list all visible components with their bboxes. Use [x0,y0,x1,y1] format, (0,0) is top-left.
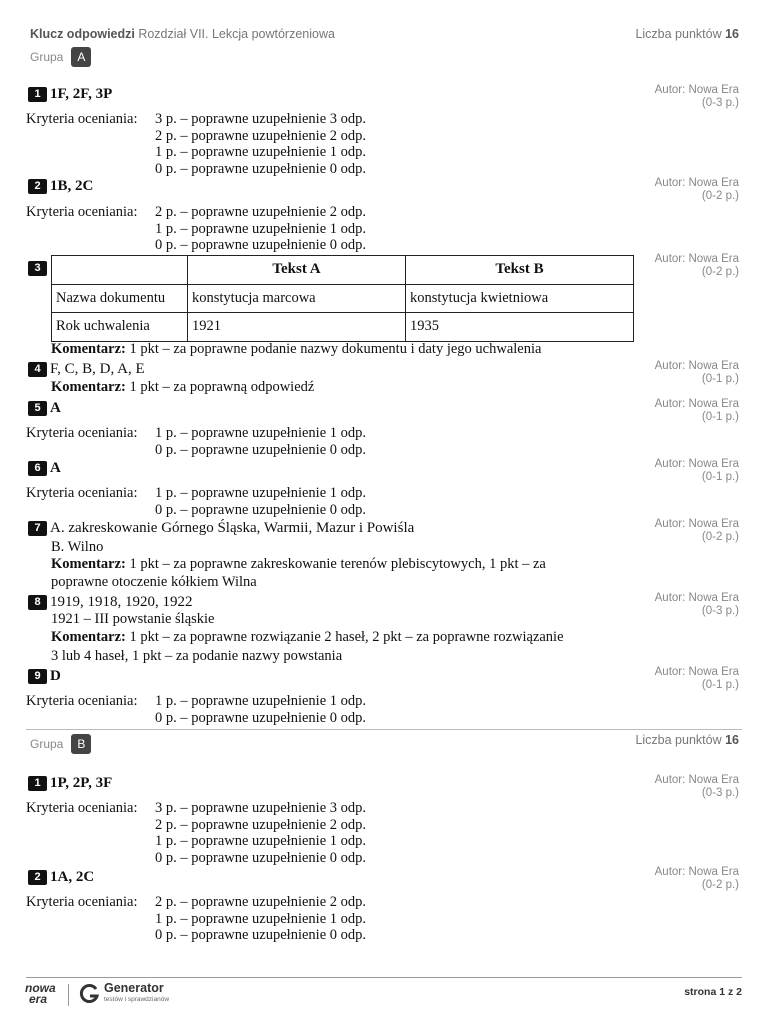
points-total: Liczba punktów 16 [635,27,739,41]
question-1-criteria: Kryteria oceniania: 3 p. – poprawne uzupełnienie 3 odp. 2 p. – poprawne uzupełnienie 2 odp. 1 p. – poprawne uzupełnienie 1 odp. 0 p. – poprawne uzupełnienie 0 odp. [26,111,367,177]
group-b-question-2-criteria: Kryteria oceniania: 2 p. – poprawne uzupełnienie 2 odp. 1 p. – poprawne uzupełnienie 1 odp. 0 p. – poprawne uzupełnienie 0 odp. [26,894,367,943]
question-6-answer: 6 A [28,460,61,477]
question-8-answer-line2: 1921 – III powstanie śląskie [51,611,215,627]
question-5-criteria: Kryteria oceniania: 1 p. – poprawne uzupełnienie 1 odp. 0 p. – poprawne uzupełnienie 0 odp. [26,425,367,458]
group-a-label: Grupa A [30,47,91,67]
question-3-author: Autor: Nowa Era (0-2 p.) [654,253,739,278]
nowa-era-logo: nowa era [25,981,56,1006]
group-b-label: Grupa B [30,734,91,754]
group-b-question-1-author: Autor: Nowa Era (0-3 p.) [654,774,739,799]
question-8-answer: 8 1919, 1918, 1920, 1922 [28,594,193,611]
question-6-author: Autor: Nowa Era (0-1 p.) [654,458,739,483]
question-1-author: Autor: Nowa Era (0-3 p.) [654,84,739,109]
question-4-comment: Komentarz: 1 pkt – za poprawną odpowiedź [51,379,315,395]
question-2-criteria: Kryteria oceniania: 2 p. – poprawne uzupełnienie 2 odp. 1 p. – poprawne uzupełnienie 1 odp. 0 p. – poprawne uzupełnienie 0 odp. [26,204,367,253]
question-5-author: Autor: Nowa Era (0-1 p.) [654,398,739,423]
question-7-answer: 7 A. zakreskowanie Górnego Śląska, Warmii, Mazur i Powiśla [28,520,414,537]
question-8-author: Autor: Nowa Era (0-3 p.) [654,592,739,617]
question-4-answer: 4 F, C, B, D, A, E [28,361,145,378]
question-9-answer: 9 D [28,668,61,685]
question-1-answer: 1 1F, 2F, 3P [28,86,112,103]
document-title: Klucz odpowiedzi Rozdział VII. Lekcja powtórzeniowa [30,27,335,41]
question-5-answer: 5 A [28,400,61,417]
question-7-comment: Komentarz: 1 pkt – za poprawne zakreskowanie terenów plebiscytowych, 1 pkt – za [51,556,546,572]
page-number: strona 1 z 2 [684,986,742,998]
generator-icon [78,983,100,1010]
group-badge: B [71,734,91,754]
group-b-question-1-answer: 1 1P, 2P, 3F [28,775,112,792]
question-9-author: Autor: Nowa Era (0-1 p.) [654,666,739,691]
logo-separator [68,984,69,1006]
question-2-answer: 2 1B, 2C [28,178,93,195]
question-3-comment: Komentarz: 1 pkt – za poprawne podanie nazwy dokumentu i daty jego uchwalenia [51,341,542,357]
question-6-criteria: Kryteria oceniania: 1 p. – poprawne uzupełnienie 1 odp. 0 p. – poprawne uzupełnienie 0 odp. [26,485,367,518]
generator-logo: Generator testów i sprawdzianów [104,981,170,1003]
points-total-b: Liczba punktów 16 [635,733,739,747]
question-7-author: Autor: Nowa Era (0-2 p.) [654,518,739,543]
group-b-question-2-author: Autor: Nowa Era (0-2 p.) [654,866,739,891]
question-3-number: 3 [28,258,47,276]
question-3-table: Tekst A Tekst B Nazwa dokumentu konstytucja marcowa konstytucja kwietniowa Rok uchwalenia 1921 1935 [51,255,634,342]
footer-divider [26,977,742,978]
group-badge: A [71,47,91,67]
group-b-question-1-criteria: Kryteria oceniania: 3 p. – poprawne uzupełnienie 3 odp. 2 p. – poprawne uzupełnienie 2 odp. 1 p. – poprawne uzupełnienie 1 odp. 0 p. – poprawne uzupełnienie 0 odp. [26,800,367,866]
question-7-comment-cont: poprawne otoczenie kółkiem Wilna [51,574,257,590]
question-8-comment-cont: 3 lub 4 haseł, 1 pkt – za podanie nazwy powstania [51,648,343,664]
question-9-criteria: Kryteria oceniania: 1 p. – poprawne uzupełnienie 1 odp. 0 p. – poprawne uzupełnienie 0 odp. [26,693,367,726]
question-2-author: Autor: Nowa Era (0-2 p.) [654,177,739,202]
question-7-answer-b: B. Wilno [51,539,104,555]
question-4-author: Autor: Nowa Era (0-1 p.) [654,360,739,385]
question-8-comment: Komentarz: 1 pkt – za poprawne rozwiązanie 2 haseł, 2 pkt – za poprawne rozwiązanie [51,629,564,645]
group-b-question-2-answer: 2 1A, 2C [28,869,94,886]
group-divider [26,729,742,730]
